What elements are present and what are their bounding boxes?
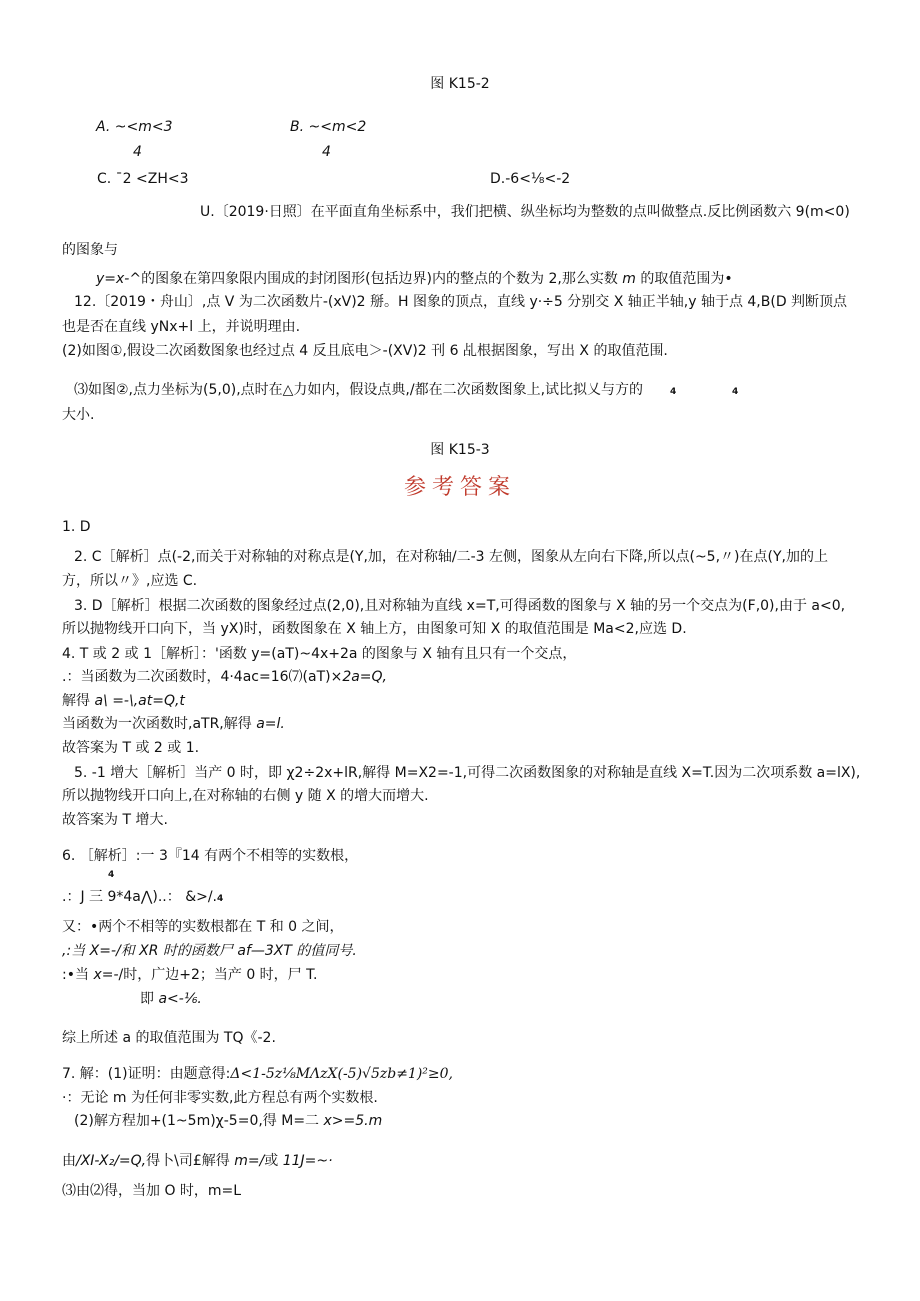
- answer-key-title: 参考答案: [403, 475, 516, 500]
- option-a: A. ~<m<3: [96, 119, 173, 135]
- answer-6-line-1: 6. ［解析］:一 3『14 有两个不相等的实数根，: [62, 848, 359, 864]
- answer-4-line-4: [62, 715, 285, 733]
- a7-abs-eq: ∕XI-X₂∕=Q,: [76, 1153, 147, 1169]
- answer-5-line-1: 5. -1 增大［解析］当产 0 时，即 χ2÷2x+lR,解得 M=X2=-1,可得二次函数图象的对称轴是直线 X=T.因为二次项系数 a=lX),: [74, 765, 861, 781]
- answer-4-line-1: 4. T 或 2 或 1［解析］：'函数 y=(aT)~4x+2a 的图象与 X 轴有且只有一个交点，: [62, 646, 577, 662]
- answer-6-small: 4: [108, 870, 115, 880]
- answer-4-line-2: [62, 668, 387, 686]
- answer-5-line-3: 故答案为 T 增大.: [62, 812, 168, 828]
- a6-result: &>/.: [185, 889, 218, 905]
- answer-6-line-6: [140, 990, 202, 1008]
- a7-solve: 得卜\司£解得: [146, 1153, 230, 1169]
- a7-m-value: m=/: [234, 1153, 265, 1169]
- question-12-line-4: ⑶如图②,点力坐标为(5,0),点时在△力如内，假设点典,/都在二次函数图象上,试比拟乂与方的: [74, 382, 644, 398]
- answer-6-line-3: 又：•两个不相等的实数根都在 T 和 0 之间，: [62, 919, 344, 935]
- answer-3-line-2: 所以抛物线开口向下，当 yX)时，函数图象在 X 轴上方，由图象可知 X 的取值范围是 Ma<2,应选 D.: [62, 621, 687, 637]
- option-a-denominator: 4: [133, 144, 142, 160]
- q11-formula: y=x-^: [96, 271, 142, 287]
- answer-2-line-2: 方，所以〃》,应选 C.: [62, 573, 198, 589]
- answer-7-line-2: ·：无论 m 为任何非零实数,此方程总有两个实数根.: [62, 1090, 378, 1106]
- a6-result-sub: 4: [217, 894, 224, 904]
- question-12-line-1: 12.〔2019・舟山〕,点 V 为二次函数片-(xV)2 掰。H 图象的顶点，直线 y·÷5 分别交 X 轴正半轴,y 轴于点 4,B(D 判断顶点: [74, 294, 848, 310]
- question-12-small-1: 4: [670, 387, 677, 397]
- answer-5-line-2: 所以抛物线开口向上,在对称轴的右侧 y 随 X 的增大而增大.: [62, 788, 429, 804]
- a4-linear-result: a=l.: [256, 716, 285, 732]
- answer-2-line-1: 2. C［解析］点(-2,而关于对称轴的对称点是(Y,加，在对称轴/二-3 左侧，图象从左向右下降,所以点(~5,〃)在点(Y,加的上: [74, 549, 828, 565]
- answer-7-line-4: [62, 1152, 333, 1170]
- a6-inequality: a<-⅙.: [158, 991, 202, 1007]
- a6-cases: /时，广边+2；当产 0 时，尸 T.: [118, 967, 318, 983]
- option-b: B. ~<m<2: [290, 119, 367, 135]
- figure-caption-k15-3: 图 K15-3: [430, 442, 490, 458]
- a7-m-value-2: 11J=~·: [282, 1153, 333, 1169]
- answer-1: 1. D: [62, 519, 91, 535]
- a4-linear-text: 当函数为一次函数时,aTR,解得: [62, 716, 252, 732]
- a6-x-value: x=-: [93, 967, 119, 983]
- a6-ie: 即: [140, 991, 154, 1007]
- figure-caption-k15-2: 图 K15-2: [430, 76, 490, 92]
- a7-or: 或: [264, 1153, 279, 1169]
- a4-text: .：当函数为二次函数时，4·4ac=16⑺(aT): [62, 669, 331, 685]
- question-11-line-1: U.〔2019·日照〕在平面直角坐标系中，我们把横、纵坐标均为整数的点叫做整点.反比例函数六 9(m<0): [200, 204, 850, 220]
- option-c: C. ˉ2 <ZH<3: [97, 171, 189, 187]
- answer-7-line-3: [74, 1112, 382, 1130]
- question-12-line-2: 也是否在直线 yNx+l 上，并说明理由.: [62, 319, 301, 335]
- answer-6-line-4: ,:当 X=-/和 XR 时的函数尸 af—3XT 的值同号.: [62, 943, 357, 959]
- question-12-line-3: (2)如图①,假设二次函数图象也经过点 4 反且底电＞-(XV)2 刊 6 乩根据图象，写出 X 的取值范围.: [62, 343, 668, 359]
- answer-6-line-7: 综上所述 a 的取值范围为 TQ《-2.: [62, 1030, 276, 1046]
- q11-text: 的图象在第四象限内围成的封闭图形(包括边界)内的整点的个数为 2,那么实数: [141, 271, 618, 287]
- question-11-line-3: [96, 270, 733, 288]
- a7-discriminant: Δ<1-5z⅛MΛzX(-5)√5zb≠1)²≥0,: [230, 1066, 454, 1082]
- a4-roots: a\ =-\,at=Q,t: [94, 693, 185, 709]
- a7-from: 由: [62, 1153, 76, 1169]
- question-11-line-2: 的图象与: [62, 242, 118, 258]
- answer-7-line-5: ⑶由⑵得，当加 O 时，m=L: [62, 1183, 242, 1199]
- question-12-line-5: 大小.: [62, 407, 95, 423]
- answer-3-line-1: 3. D［解析］根据二次函数的图象经过点(2,0),且对称轴为直线 x=T,可得函数的图象与 X 轴的另一个交点为(F,0),由于 a<0,: [74, 598, 846, 614]
- a4-solve-label: 解得: [62, 693, 90, 709]
- a6-when: :•当: [62, 967, 89, 983]
- q11-variable: m: [622, 271, 636, 287]
- a7-root: x>=5.m: [323, 1113, 383, 1129]
- q11-end: 的取值范围为•: [640, 271, 733, 287]
- answer-4-line-3: [62, 692, 185, 710]
- answer-6-line-5: [62, 966, 317, 984]
- answer-6-line-2: [62, 888, 223, 908]
- question-12-small-2: 4: [732, 387, 739, 397]
- answer-4-line-5: 故答案为 T 或 2 或 1.: [62, 740, 200, 756]
- a6-discriminant: .：J 三 9*4a⋀)..：: [62, 889, 181, 905]
- option-b-denominator: 4: [322, 144, 331, 160]
- a7-equation: (2)解方程加+(1~5m)χ-5=0,得 M=二: [74, 1113, 320, 1129]
- answer-7-line-1: [62, 1065, 453, 1083]
- a7-proof-label: 7. 解：(1)证明：由题意得:: [62, 1066, 231, 1082]
- a4-formula: ×2a=Q,: [330, 669, 388, 685]
- option-d: D.-6<⅛<-2: [490, 171, 571, 187]
